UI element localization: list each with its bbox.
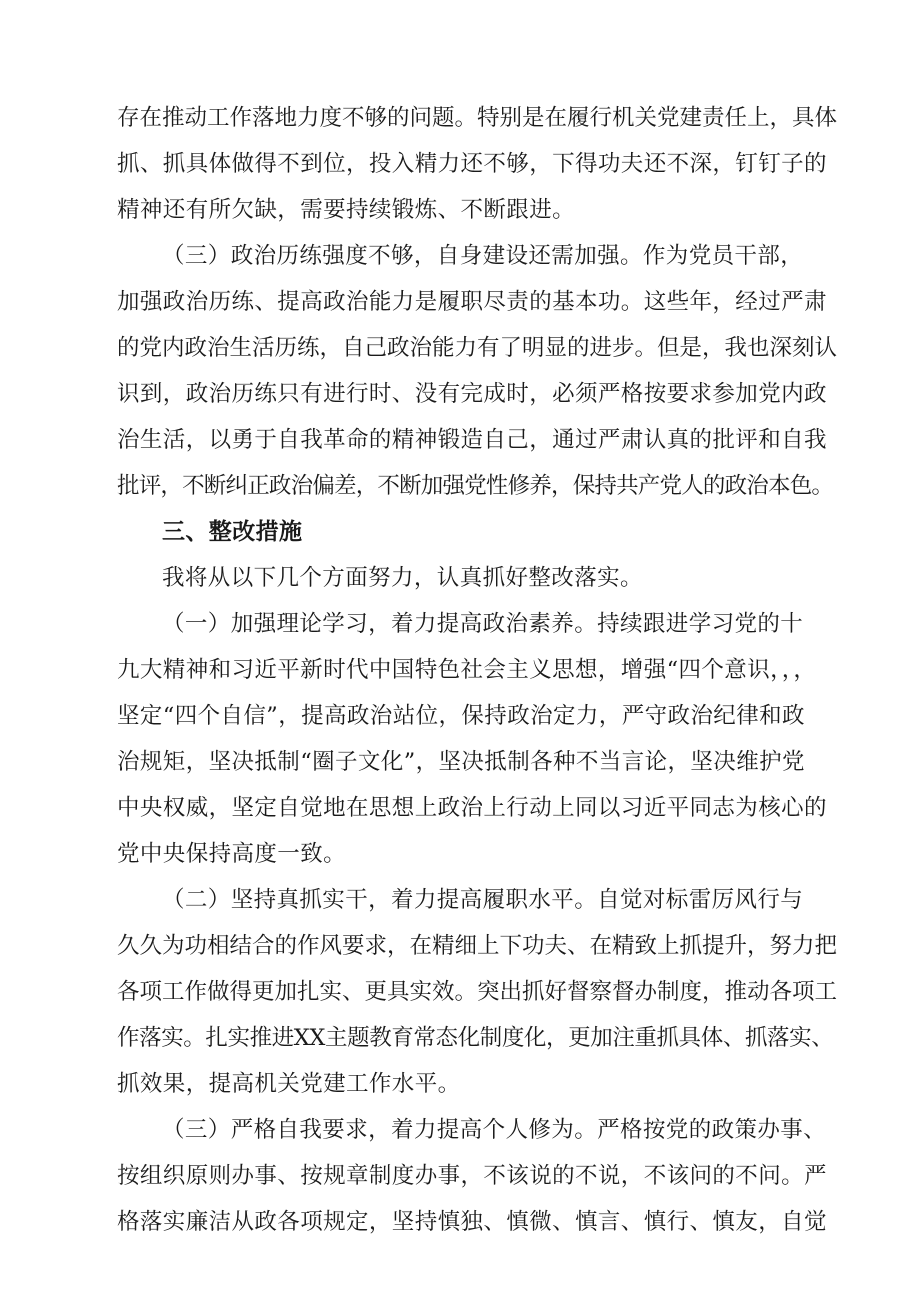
body-text-line: 存在推动工作落地力度不够的问题。特别是在履行机关党建责任上，具体 <box>117 105 838 131</box>
subsection-lead-line: （三）政治历练强度不够，自身建设还需加强。作为党员干部， <box>162 243 804 269</box>
body-text-line: 久久为功相结合的作风要求，在精细上下功夫、在精致上抓提升，努力把 <box>117 933 838 959</box>
body-text-line: 我将从以下几个方面努力，认真抓好整改落实。 <box>162 565 643 591</box>
subsection-lead-line: （三）严格自我要求，着力提高个人修为。严格按党的政策办事、 <box>162 1117 827 1143</box>
section-heading: 三、整改措施 <box>162 519 303 545</box>
subsection-lead-line: （一）加强理论学习，着力提高政治素养。持续跟进学习党的十 <box>162 611 804 637</box>
body-text-line: 的党内政治生活历练，自己政治能力有了明显的进步。但是，我也深刻认 <box>117 335 838 361</box>
body-text-line: 加强政治历练、提高政治能力是履职尽责的基本功。这些年，经过严肃 <box>117 289 827 315</box>
body-text-line: 按组织原则办事、按规章制度办事，不该说的不说，不该问的不问。严 <box>117 1163 827 1189</box>
body-text-line: 批评，不断纠正政治偏差，不断加强党性修养，保持共产党人的政治本色。 <box>117 473 834 499</box>
body-text-line: 格落实廉洁从政各项规定，坚持慎独、慎微、慎言、慎行、慎友，自觉 <box>117 1209 827 1235</box>
body-text-line: 治生活，以勇于自我革命的精神锻造自己，通过严肃认真的批评和自我 <box>117 427 827 453</box>
body-text-line: 九大精神和习近平新时代中国特色社会主义思想，增强“四个意识，，， <box>117 657 817 683</box>
body-text-line: 坚定“四个自信”，提高政治站位，保持政治定力，严守政治纪律和政 <box>117 703 805 729</box>
body-text-line: 识到，政治历练只有进行时、没有完成时，必须严格按要求参加党内政 <box>117 381 827 407</box>
body-text-line: 抓、抓具体做得不到位，投入精力还不够，下得功夫还不深，钉钉子的 <box>117 151 827 177</box>
body-text-line: 抓效果，提高机关党建工作水平。 <box>117 1071 461 1097</box>
body-text-line: 精神还有所欠缺，需要持续锻炼、不断跟进。 <box>117 197 576 223</box>
subsection-lead-line: （二）坚持真抓实干，着力提高履职水平。自觉对标雷厉风行与 <box>162 887 804 913</box>
body-text-line: 各项工作做得更加扎实、更具实效。突出抓好督察督办制度，推动各项工 <box>117 979 838 1005</box>
body-text-line: 作落实。扎实推进XX主题教育常态化制度化，更加注重抓具体、抓落实、 <box>117 1025 834 1051</box>
body-text-line: 治规矩，坚决抵制“圈子文化”，坚决抵制各种不当言论，坚决维护党 <box>117 749 805 775</box>
body-text-line: 党中央保持高度一致。 <box>117 841 347 867</box>
body-text-line: 中央权威，坚定自觉地在思想上政治上行动上同以习近平同志为核心的 <box>117 795 827 821</box>
